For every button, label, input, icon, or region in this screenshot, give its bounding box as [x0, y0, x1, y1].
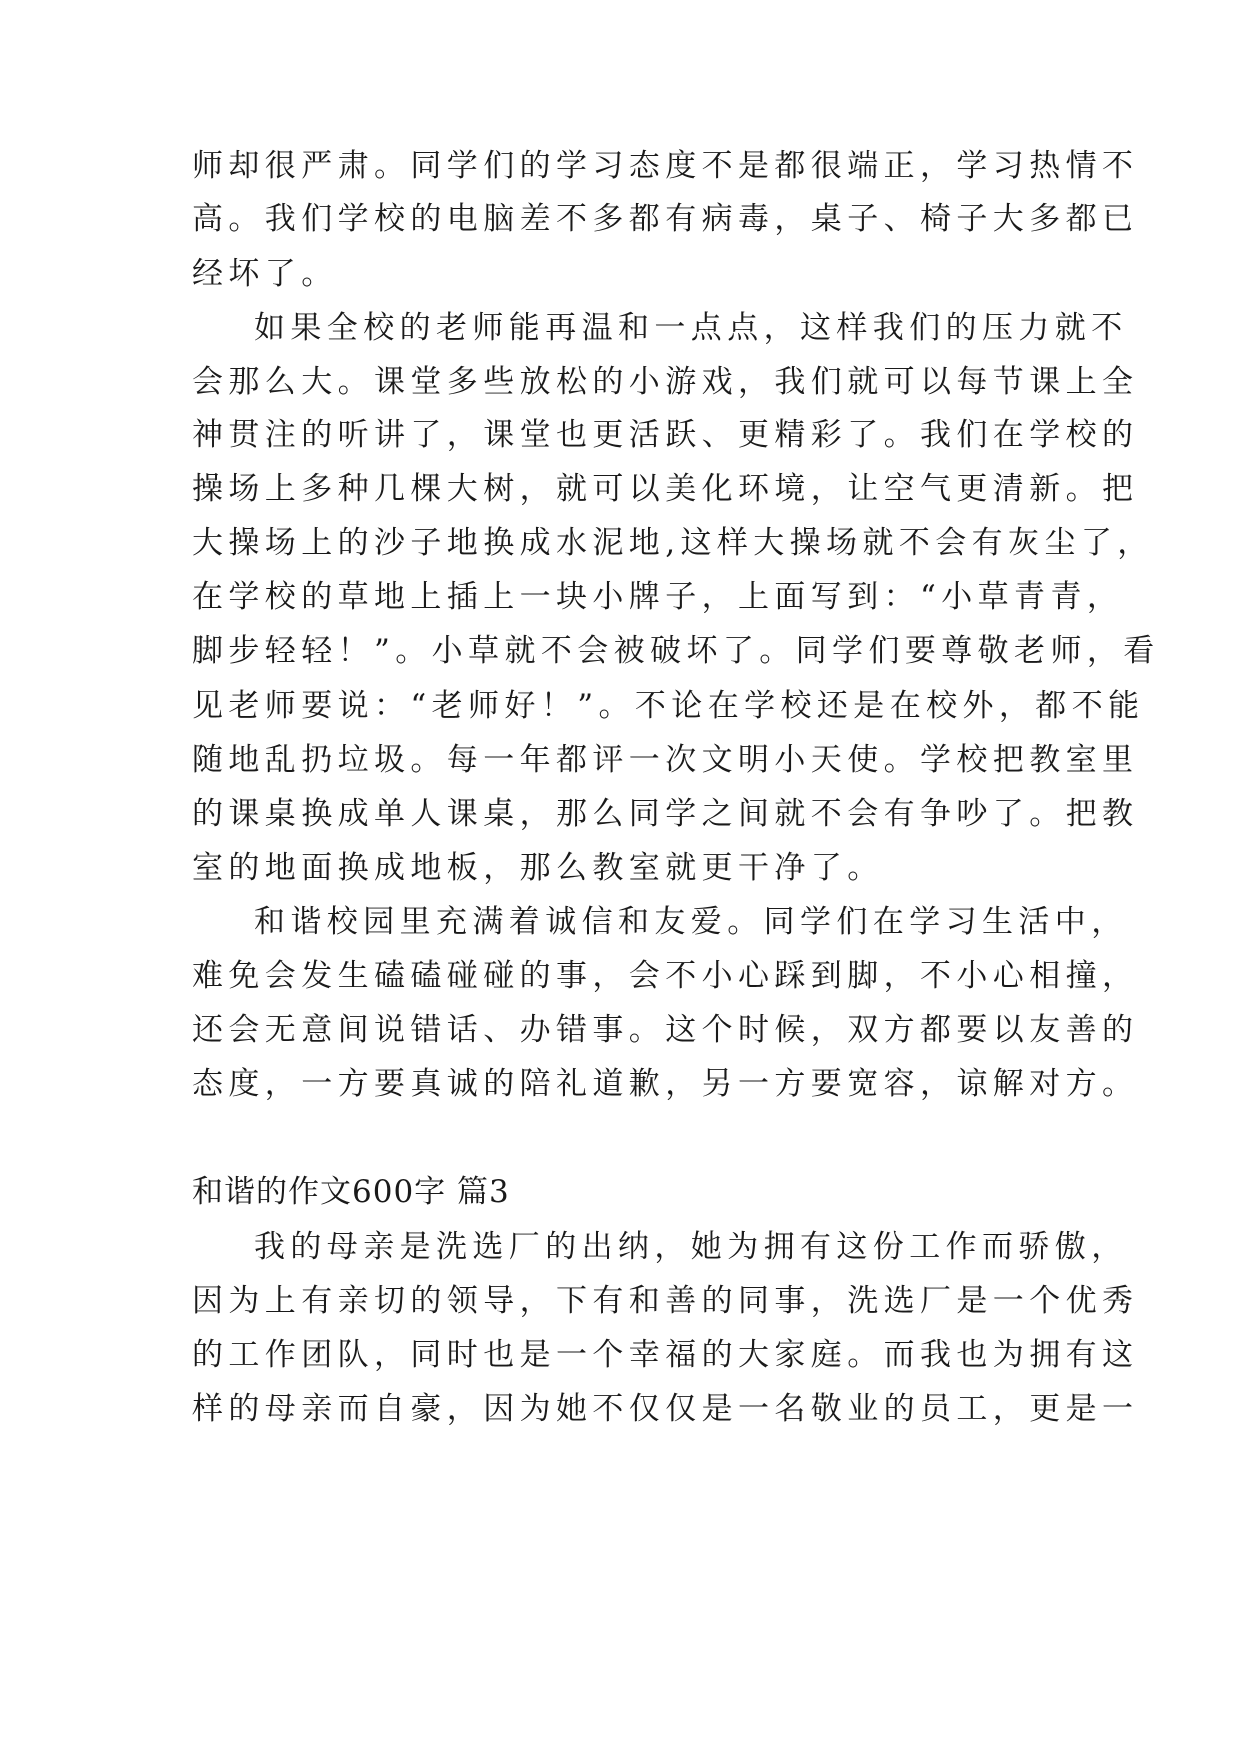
section-heading: 和谐的作文600字 篇3 — [192, 1174, 510, 1210]
text-line: 高。我们学校的电脑差不多都有病毒，桌子、椅子大多都已 — [192, 201, 1139, 237]
text-line: 样的母亲而自豪，因为她不仅仅是一名敬业的员工，更是一 — [192, 1391, 1139, 1427]
text-line: 见老师要说：“老师好！”。不论在学校还是在校外，都不能 — [192, 688, 1145, 724]
text-line: 态度，一方要真诚的陪礼道歉，另一方要宽容，谅解对方。 — [192, 1066, 1139, 1102]
paragraph-first-line: 我的母亲是洗选厂的出纳，她为拥有这份工作而骄傲， — [254, 1229, 1128, 1265]
text-line: 难免会发生磕磕碰碰的事，会不小心踩到脚，不小心相撞， — [192, 958, 1139, 994]
text-line: 经坏了。 — [192, 256, 338, 292]
paragraph-first-line: 如果全校的老师能再温和一点点，这样我们的压力就不 — [254, 310, 1128, 346]
text-line: 会那么大。课堂多些放松的小游戏，我们就可以每节课上全 — [192, 364, 1139, 400]
text-line: 随地乱扔垃圾。每一年都评一次文明小天使。学校把教室里 — [192, 742, 1139, 778]
text-line: 在学校的草地上插上一块小牌子，上面写到：“小草青青， — [192, 579, 1124, 615]
text-line: 还会无意间说错话、办错事。这个时候，双方都要以友善的 — [192, 1012, 1139, 1048]
paragraph-first-line: 和谐校园里充满着诚信和友爱。同学们在学习生活中， — [254, 904, 1128, 940]
text-line: 脚步轻轻！”。小草就不会被破坏了。同学们要尊敬老师，看 — [192, 633, 1160, 669]
text-line: 的课桌换成单人课桌，那么同学之间就不会有争吵了。把教 — [192, 796, 1139, 832]
text-line: 的工作团队，同时也是一个幸福的大家庭。而我也为拥有这 — [192, 1337, 1139, 1373]
text-line: 师却很严肃。同学们的学习态度不是都很端正，学习热情不 — [192, 148, 1139, 184]
text-line: 操场上多种几棵大树，就可以美化环境，让空气更清新。把 — [192, 471, 1139, 507]
text-line: 因为上有亲切的领导，下有和善的同事，洗选厂是一个优秀 — [192, 1283, 1139, 1319]
text-line: 神贯注的听讲了，课堂也更活跃、更精彩了。我们在学校的 — [192, 417, 1139, 453]
text-line: 室的地面换成地板，那么教室就更干净了。 — [192, 850, 884, 886]
text-line: 大操场上的沙子地换成水泥地,这样大操场就不会有灰尘了， — [192, 525, 1154, 561]
